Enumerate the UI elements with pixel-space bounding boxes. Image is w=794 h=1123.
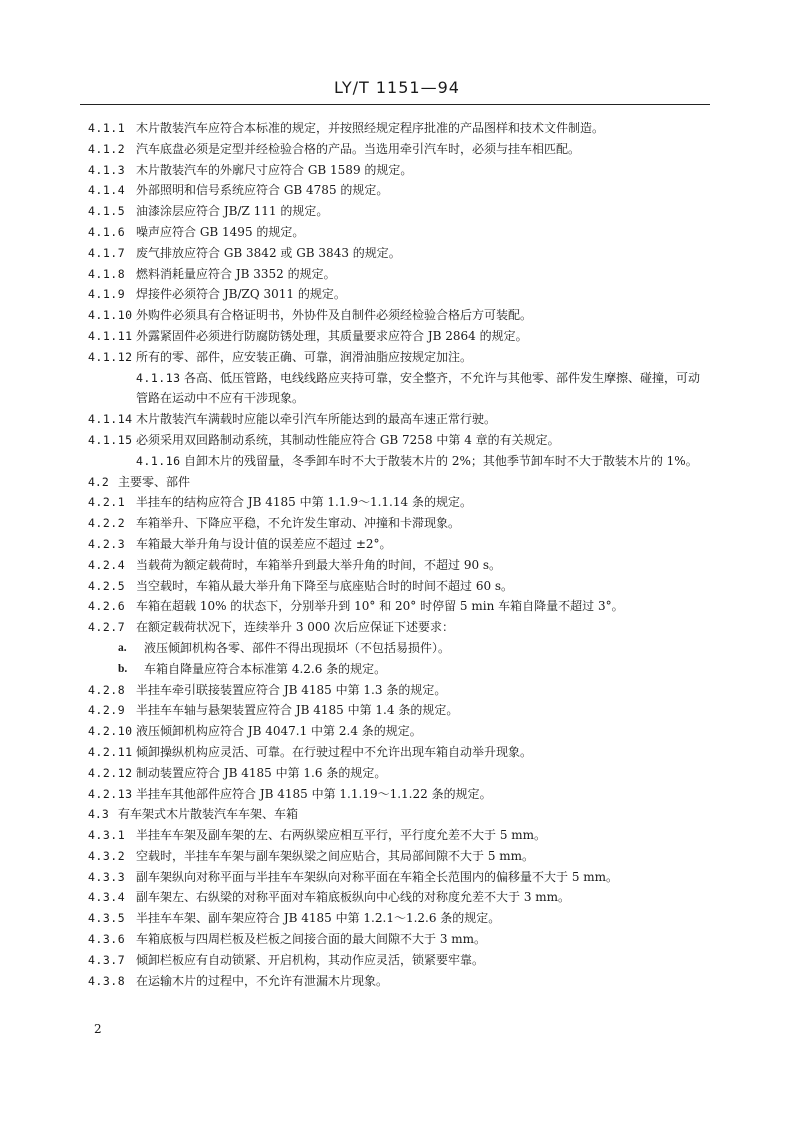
clause-text: 液压倾卸机构应符合 JB 4047.1 中第 2.4 条的规定。 [136, 724, 422, 739]
clause [88, 243, 708, 264]
clause [88, 617, 708, 638]
clause-text: 外部照明和信号系统应符合 GB 4785 的规定。 [136, 183, 389, 198]
clause-text: 制动装置应符合 JB 4185 中第 1.6 条的规定。 [136, 765, 387, 780]
clause-number: 4.3.4 [88, 890, 126, 905]
standard-code-header: LY/T 1151—94 [334, 78, 460, 97]
clause [88, 784, 708, 805]
clause-list [88, 118, 708, 991]
clause-number: 4.2.4 [88, 557, 126, 572]
clause-text: 空载时，半挂车车架与副车架纵梁之间应贴合，其局部间隙不大于 5 mm。 [136, 848, 535, 863]
clause [88, 513, 708, 534]
clause-number: 4.3.7 [88, 952, 126, 967]
page-number: 2 [94, 1022, 102, 1036]
clause-number: 4.2.7 [88, 620, 126, 635]
clause-text: 车箱举升、下降应平稳，不允许发生窜动、冲撞和卡滞现象。 [136, 516, 461, 531]
clause-text: 木片散装汽车应符合本标准的规定，并按照经规定程序批准的产品图样和技术文件制造。 [136, 121, 605, 135]
clause-text: 在额定载荷状况下，连续举升 3 000 次后应保证下述要求： [136, 620, 454, 635]
clause-number: 4.1.16 [136, 453, 181, 468]
clause [88, 596, 708, 617]
clause-number: 4.1.3 [88, 162, 126, 177]
clause [88, 118, 708, 139]
clause [88, 222, 708, 243]
clause-text: 半挂车车架、副车架应符合 JB 4185 中第 1.2.1～1.2.6 条的规定。 [136, 911, 501, 926]
clause [88, 929, 708, 950]
clause [88, 201, 708, 222]
clause [88, 451, 708, 472]
clause [88, 180, 708, 201]
clause-text: 当空载时，车箱从最大举升角下降至与底座贴合时的时间不超过 60 s。 [136, 578, 514, 593]
clause-number: 4.1.5 [88, 204, 126, 219]
section-heading [88, 472, 708, 493]
clause-number: 4.3.1 [88, 828, 126, 843]
clause-text: 焊接件必须符合 JB/ZQ 3011 的规定。 [136, 287, 346, 302]
sub-clause [88, 638, 708, 659]
clause-number: 4.1.14 [88, 412, 133, 427]
clause [88, 887, 708, 908]
clause [88, 160, 708, 181]
clause-number: a. [118, 641, 127, 654]
clause-text: 半挂车车轴与悬架装置应符合 JB 4185 中第 1.4 条的规定。 [136, 703, 459, 718]
clause-number: 4.3.3 [88, 869, 126, 884]
clause-text: 车箱最大举升角与设计值的误差应不超过 ±2°。 [136, 536, 392, 551]
clause-text: 燃料消耗量应符合 JB 3352 的规定。 [136, 266, 336, 281]
clause-number: 4.2.6 [88, 599, 126, 614]
clause-number: 4.2.5 [88, 578, 126, 593]
clause-text: 半挂车其他部件应符合 JB 4185 中第 1.1.19～1.1.22 条的规定。 [136, 786, 492, 801]
clause [88, 409, 708, 430]
clause-text: 倾卸操纵机构应灵活、可靠。在行驶过程中不允许出现车箱自动举升现象。 [136, 744, 533, 759]
clause-number: 4.2.13 [88, 786, 133, 801]
clause-text: 半挂车牵引联接装置应符合 JB 4185 中第 1.3 条的规定。 [136, 682, 447, 697]
clause-number: 4.2.11 [88, 744, 133, 759]
clause-text: 副车架纵向对称平面与半挂车车架纵向对称平面在车箱全长范围内的偏移量不大于 5 mm。 [136, 869, 619, 884]
clause-number: 4.1.15 [88, 432, 133, 447]
clause [88, 742, 708, 763]
clause [88, 347, 708, 368]
clause-number: 4.1.9 [88, 287, 126, 302]
clause-number: 4.2.1 [88, 495, 126, 510]
clause [88, 825, 708, 846]
clause [88, 576, 708, 597]
clause-number: 4.2.10 [88, 724, 133, 739]
clause-text: 有车架式木片散装汽车车架、车箱 [118, 807, 299, 822]
clause-number: 4.1.8 [88, 266, 126, 281]
clause-text: 木片散装汽车的外廓尺寸应符合 GB 1589 的规定。 [136, 162, 413, 177]
clause [88, 555, 708, 576]
clause-text: 车箱在超载 10% 的状态下，分别举升到 10° 和 20° 时停留 5 min 车箱自降量不超过 3°。 [136, 599, 624, 614]
clause-number: 4.2.8 [88, 682, 126, 697]
clause [88, 763, 708, 784]
clause-text: 车箱底板与四周栏板及栏板之间接合面的最大间隙不大于 3 mm。 [136, 932, 487, 947]
clause-number: 4.1.7 [88, 245, 126, 260]
clause-number: 4.1.2 [88, 141, 126, 156]
clause [88, 326, 708, 347]
clause [88, 430, 708, 451]
clause [88, 971, 708, 992]
clause [88, 867, 708, 888]
clause [88, 846, 708, 867]
clause-number: 4.3 [88, 807, 109, 822]
clause-number: 4.1.4 [88, 183, 126, 198]
section-heading [88, 804, 708, 825]
clause-number: 4.3.6 [88, 932, 126, 947]
clause-number: 4.2.3 [88, 536, 126, 551]
clause-text: 汽车底盘必须是定型并经检验合格的产品。当选用牵引汽车时，必须与挂车相匹配。 [136, 141, 581, 156]
clause-number: 4.3.5 [88, 911, 126, 926]
clause [88, 680, 708, 701]
clause-text: 噪声应符合 GB 1495 的规定。 [136, 224, 305, 239]
clause-number: 4.2.9 [88, 703, 126, 718]
clause-text: 外购件必须具有合格证明书，外协件及自制件必须经检验合格后方可装配。 [136, 308, 533, 323]
clause-text: 木片散装汽车满载时应能以牵引汽车所能达到的最高车速正常行驶。 [136, 412, 497, 427]
clause [88, 721, 708, 742]
clause-number: 4.2.2 [88, 516, 126, 531]
clause-number: 4.1.11 [88, 328, 133, 343]
clause [88, 908, 708, 929]
clause [88, 950, 708, 971]
clause [88, 305, 708, 326]
clause-text: 主要零、部件 [118, 474, 191, 489]
clause-text: 各高、低压管路，电线线路应夹持可靠，安全整齐，不允许与其他零、部件发生摩擦、碰撞，可动管路在运动中不应有干涉现象。 [136, 370, 701, 406]
clause-number: 4.2 [88, 474, 109, 489]
clause-text: 副车架左、右纵梁的对称平面对车箱底板纵向中心线的对称度允差不大于 3 mm。 [136, 890, 571, 905]
header-divider [80, 104, 710, 105]
clause-text: 当载荷为额定载荷时，车箱举升到最大举升角的时间，不超过 90 s。 [136, 557, 502, 572]
clause-text: 必须采用双回路制动系统，其制动性能应符合 GB 7258 中第 4 章的有关规定。 [136, 432, 560, 447]
clause-number: 4.1.1 [88, 121, 126, 135]
clause-text: 半挂车车架及副车架的左、右两纵梁应相互平行，平行度允差不大于 5 mm。 [136, 828, 547, 843]
clause-text: 所有的零、部件，应安装正确、可靠，润滑油脂应按规定加注。 [136, 349, 473, 364]
clause-number: 4.3.2 [88, 848, 126, 863]
clause-text: 车箱自降量应符合本标准第 4.2.6 条的规定。 [144, 661, 387, 676]
clause-number: 4.2.12 [88, 765, 133, 780]
clause-text: 半挂车的结构应符合 JB 4185 中第 1.1.9～1.1.14 条的规定。 [136, 495, 472, 510]
clause [88, 700, 708, 721]
clause-number: 4.1.13 [136, 370, 181, 385]
clause [88, 139, 708, 160]
clause [88, 492, 708, 513]
clause-text: 液压倾卸机构各零、部件不得出现损坏（不包括易损件）。 [144, 640, 451, 655]
clause [88, 264, 708, 285]
clause-number: b. [118, 662, 128, 675]
clause [88, 534, 708, 555]
clause-text: 废气排放应符合 GB 3842 或 GB 3843 的规定。 [136, 245, 401, 260]
clause-text: 油漆涂层应符合 JB/Z 111 的规定。 [136, 204, 329, 219]
clause-number: 4.3.8 [88, 973, 126, 988]
clause-number: 4.1.10 [88, 308, 133, 323]
clause-number: 4.1.12 [88, 349, 133, 364]
clause-text: 自卸木片的残留量，冬季卸车时不大于散装木片的 2%；其他季节卸车时不大于散装木片的 1%。 [184, 453, 698, 468]
clause [88, 284, 708, 305]
clause [88, 368, 708, 410]
sub-clause [88, 659, 708, 680]
clause-number: 4.1.6 [88, 224, 126, 239]
clause-text: 倾卸栏板应有自动锁紧、开启机构，其动作应灵活，锁紧要牢靠。 [136, 952, 485, 967]
clause-text: 外露紧固件必须进行防腐防锈处理，其质量要求应符合 JB 2864 的规定。 [136, 328, 528, 343]
clause-text: 在运输木片的过程中，不允许有泄漏木片现象。 [136, 973, 389, 988]
